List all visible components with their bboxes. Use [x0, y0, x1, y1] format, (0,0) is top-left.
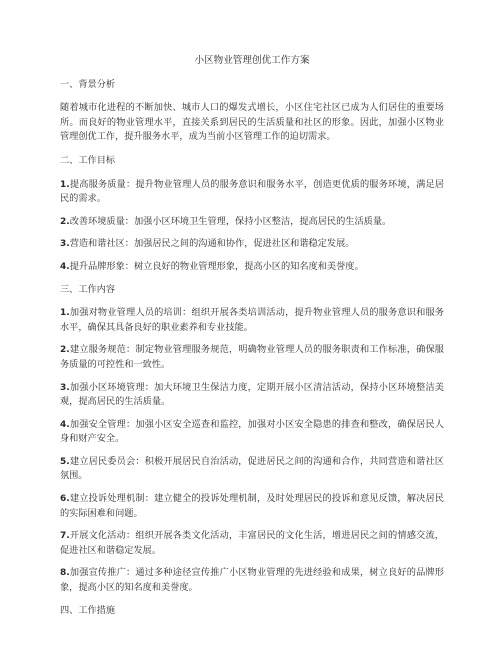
item-text: 加强宣传推广：通过多种途径宣传推广小区物业管理的先进经验和成果，树立良好的品牌形象，提高小区的知名度和美誉度。 — [60, 567, 444, 594]
item-text: 加强小区环境管理：加大环境卫生保洁力度，定期开展小区清洁活动，保持小区环境整洁美观，提高居民的生活质量。 — [60, 381, 444, 408]
content-item — [60, 455, 444, 484]
content-item — [60, 492, 444, 521]
item-number: 8. — [60, 568, 70, 579]
item-text: 加强对物业管理人员的培训：组织开展各类培训活动，提升物业管理人员的服务意识和服务水平，确保其具备良好的职业素养和专业技能。 — [60, 307, 444, 333]
goal-item — [60, 215, 444, 230]
goal-item — [60, 260, 444, 275]
content-item — [60, 529, 444, 558]
item-number: 4. — [60, 261, 70, 272]
content-item — [60, 306, 444, 335]
item-number: 7. — [60, 531, 70, 542]
item-text: 营造和谐社区：加强居民之间的沟通和协作，促进社区和谐稳定发展。 — [69, 238, 355, 250]
goal-item — [60, 178, 444, 207]
item-number: 2. — [60, 345, 70, 356]
background-paragraph: 随着城市化进程的不断加快、城市人口的爆发式增长，小区住宅社区已成为人们居住的重要场所。而良好的物业管理水平，直接关系到居民的生活质量和社区的形象。因此，加强小区物业管理创优工作，提升服务水平，成为当前小区管理工作的迫切需求。 — [60, 102, 444, 143]
item-text: 提升品牌形象：树立良好的物业管理形象，提高小区的知名度和美誉度。 — [69, 260, 364, 272]
item-number: 4. — [60, 419, 70, 430]
content-item — [60, 381, 444, 410]
item-number: 3. — [60, 239, 70, 250]
item-text: 加强安全管理：加强小区安全巡查和监控，加强对小区安全隐患的排查和整改，确保居民人身和财产安全。 — [60, 418, 444, 445]
item-text: 提高服务质量：提升物业管理人员的服务意识和服务水平，创造更优质的服务环境，满足居民的需求。 — [60, 178, 444, 205]
item-number: 1. — [60, 308, 70, 319]
content-item — [60, 566, 444, 595]
content-item — [60, 418, 444, 447]
item-text: 改善环境质量：加强小区环境卫生管理，保持小区整洁，提高居民的生活质量。 — [69, 215, 392, 227]
document-page — [60, 54, 444, 627]
item-number: 6. — [60, 494, 70, 505]
item-text: 开展文化活动：组织开展各类文化活动，丰富居民的文化生活，增进居民之间的情感交流，促进社区和谐稳定发展。 — [60, 530, 444, 556]
item-text: 建立居民委员会：积极开展居民自治活动，促进居民之间的沟通和合作，共同营造和谐社区氛围。 — [60, 455, 444, 482]
document-title: 小区物业管理创优工作方案 — [194, 55, 310, 66]
section-heading-background: 一、背景分析 — [60, 78, 116, 90]
item-text: 建立服务规范：制定物业管理服务规范，明确物业管理人员的服务职责和工作标准，确保服务质量的可控性和一致性。 — [60, 344, 444, 370]
section-heading-measures: 四、工作措施 — [60, 604, 116, 616]
content-item — [60, 343, 444, 372]
item-text: 建立投诉处理机制：建立健全的投诉处理机制，及时处理居民的投诉和意见反馈，解决居民的实际困难和问题。 — [60, 493, 444, 519]
item-number: 3. — [60, 382, 70, 393]
section-heading-content: 三、工作内容 — [60, 283, 116, 295]
item-number: 5. — [60, 456, 70, 467]
item-number: 1. — [60, 179, 70, 190]
section-heading-goals: 二、工作目标 — [60, 154, 116, 166]
goal-item — [60, 237, 444, 252]
item-number: 2. — [60, 216, 70, 227]
